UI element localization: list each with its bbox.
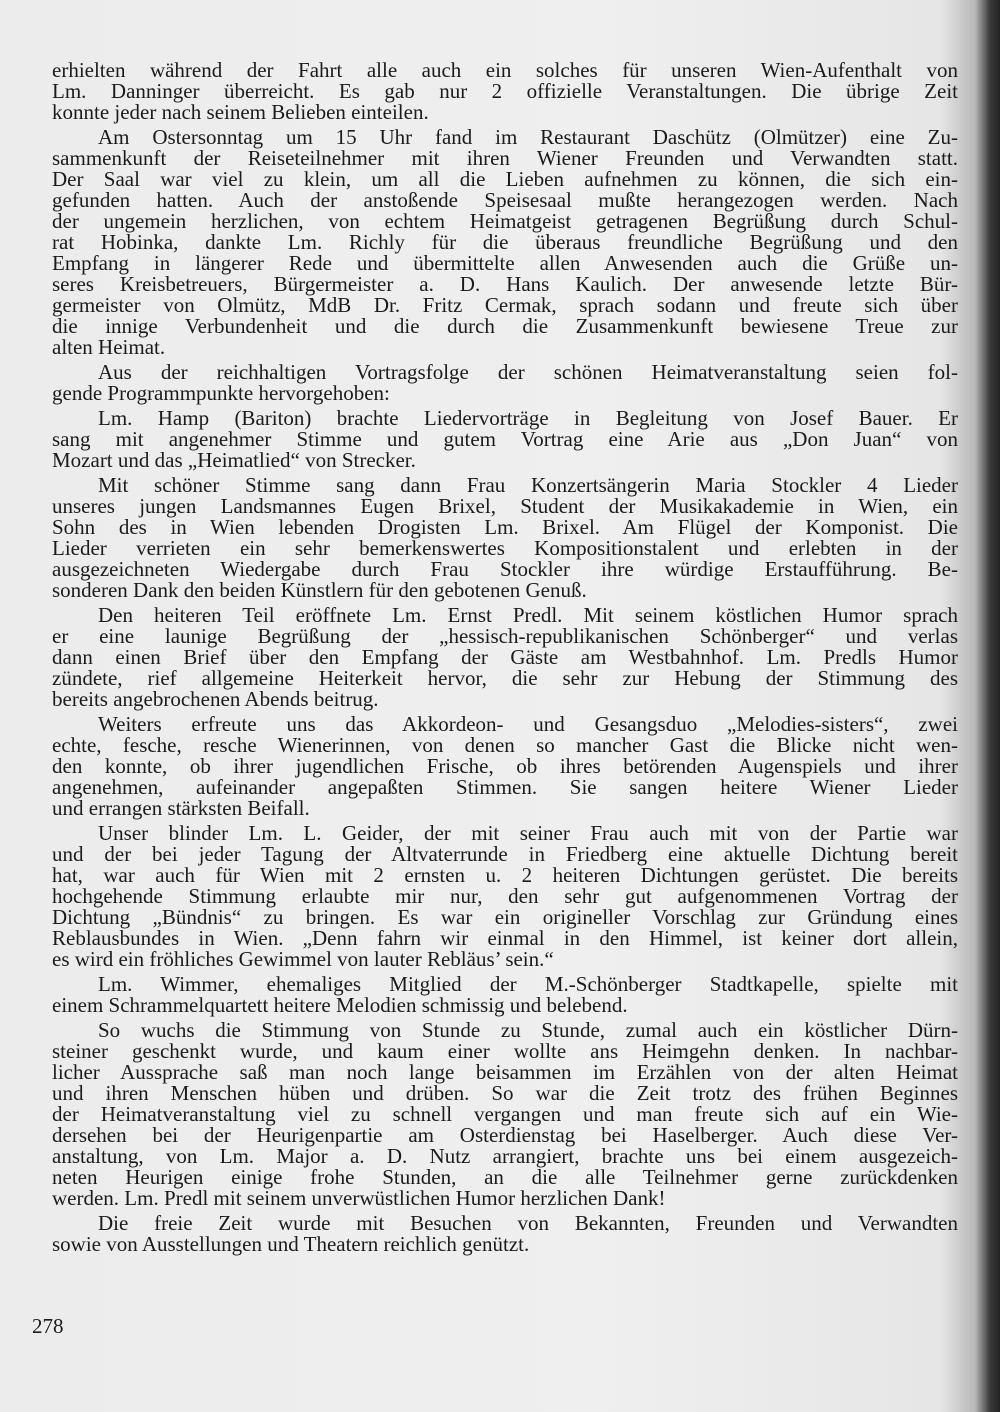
paragraph (52, 974, 958, 1016)
paragraph (52, 362, 958, 404)
text-line: Reblausbundes in Wien. „Denn fahrn wir einmal in den Himmel, ist keiner dort allein, (52, 926, 958, 950)
text-line: Am Ostersonntag um 15 Uhr fand im Restaurant Daschütz (Olmützer) eine Zu- (98, 125, 958, 149)
text-line: der ungemein herzlichen, von echtem Heimatgeist getragenen Begrüßung durch Schul- (52, 209, 958, 233)
text-line: Der Saal war viel zu klein, um all die Lieben aufnehmen zu können, die sich ein- (52, 167, 958, 191)
text-line: erhielten während der Fahrt alle auch ein solches für unseren Wien-Aufenthalt von (52, 58, 958, 82)
paragraph (52, 60, 958, 123)
text-line: sowie von Ausstellungen und Theatern reichlich genützt. (52, 1232, 530, 1256)
text-line: bereits angebrochenen Abends beitrug. (52, 687, 379, 711)
text-line: hochgehende Stimmung erlaubte mir nur, den sehr gut aufgenommenen Vortrag der (52, 884, 958, 908)
text-line: Lm. Danninger überreicht. Es gab nur 2 offizielle Veranstaltungen. Die übrige Zeit (52, 79, 958, 103)
text-line: es wird ein fröhliches Gewimmel von lauter Rebläus’ sein.“ (52, 947, 554, 971)
text-line: Lieder verrieten ein sehr bemerkenswertes Kompositionstalent und erlebten in der (52, 536, 958, 560)
text-line: einem Schrammelquartett heitere Melodien schmissig und belebend. (52, 993, 628, 1017)
text-line: dann einen Brief über den Empfang der Gäste am Westbahnhof. Lm. Predls Humor (52, 645, 958, 669)
text-line: die innige Verbundenheit und die durch die Zusammenkunft bewiesene Treue zur (52, 314, 958, 338)
text-line: unseres jungen Landsmannes Eugen Brixel, Student der Musikakademie in Wien, ein (52, 494, 958, 518)
paragraph (52, 605, 958, 710)
text-line: Weiters erfreute uns das Akkordeon- und Gesangsduo „Melodies-sisters“, zwei (98, 712, 958, 736)
paragraph (52, 475, 958, 601)
text-line: er eine launige Begrüßung der „hessisch-republikanischen Schönberger“ und verlas (52, 624, 958, 648)
text-line: germeister von Olmütz, MdB Dr. Fritz Cermak, sprach sodann und freute sich über (52, 293, 958, 317)
paragraph (52, 1213, 958, 1255)
text-line: Unser blinder Lm. L. Geider, der mit seiner Frau auch mit von der Partie war (98, 821, 958, 845)
text-line: ausgezeichneten Wiedergabe durch Frau Stockler ihre würdige Erstaufführung. Be- (52, 557, 958, 581)
text-line: sang mit angenehmer Stimme und gutem Vortrag eine Arie aus „Don Juan“ von (52, 427, 958, 451)
text-line: zündete, rief allgemeine Heiterkeit hervor, die sehr zur Hebung der Stimmung des (52, 666, 958, 690)
text-line: Dichtung „Bündnis“ zu bringen. Es war ein origineller Vorschlag zur Gründung eines (52, 905, 958, 929)
page-number: 278 (32, 1314, 64, 1338)
text-line: neten Heurigen einige frohe Stunden, an die alle Teilnehmer gerne zurückdenken (52, 1165, 958, 1189)
text-line: So wuchs die Stimmung von Stunde zu Stunde, zumal auch ein köstlicher Dürn- (98, 1018, 958, 1042)
text-line: und der bei jeder Tagung der Altvaterrunde in Friedberg eine aktuelle Dichtung bereit (52, 842, 958, 866)
text-line: den konnte, ob ihrer jugendlichen Frische, ob ihres betörenden Augenspiels und ihrer (52, 754, 958, 778)
text-line: konnte jeder nach seinem Belieben einteilen. (52, 100, 429, 124)
text-line: seres Kreisbetreuers, Bürgermeister a. D. Hans Kaulich. Der anwesende letzte Bür- (52, 272, 958, 296)
text-line: anstaltung, von Lm. Major a. D. Nutz arrangiert, brachte uns bei einem ausgezeich- (52, 1144, 958, 1168)
text-line: gefunden hatten. Auch der anstoßende Speisesaal mußte herangezogen werden. Nach (52, 188, 958, 212)
paragraph (52, 1020, 958, 1209)
text-line: alten Heimat. (52, 335, 166, 359)
text-line: Aus der reichhaltigen Vortragsfolge der schönen Heimatveranstaltung seien fol- (98, 360, 958, 384)
text-line: steiner geschenkt wurde, und kaum einer wollte ans Heimgehn denken. In nachbar- (52, 1039, 958, 1063)
text-line: Den heiteren Teil eröffnete Lm. Ernst Predl. Mit seinem köstlichen Humor sprach (98, 603, 958, 627)
text-line: der Heimatveranstaltung viel zu schnell vergangen und man freute sich auf ein Wie- (52, 1102, 958, 1126)
text-line: Mozart und das „Heimatlied“ von Strecker. (52, 448, 416, 472)
text-line: und ihren Menschen hüben und drüben. So war die Zeit trotz des frühen Beginnes (52, 1081, 958, 1105)
text-line: Die freie Zeit wurde mit Besuchen von Bekannten, Freunden und Verwandten (98, 1211, 958, 1235)
text-line: Lm. Hamp (Bariton) brachte Liedervorträge in Begleitung von Josef Bauer. Er (98, 406, 958, 430)
text-line: licher Aussprache saß man noch lange beisammen im Erzählen von der alten Heimat (52, 1060, 958, 1084)
text-line: rat Hobinka, dankte Lm. Richly für die überaus freundliche Begrüßung und den (52, 230, 958, 254)
text-line: hat, war auch für Wien mit 2 ernsten u. 2 heiteren Dichtungen gerüstet. Die bereits (52, 863, 958, 887)
text-line: sonderen Dank den beiden Künstlern für den gebotenen Genuß. (52, 578, 587, 602)
text-line: Empfang in längerer Rede und übermittelte allen Anwesenden auch die Grüße un- (52, 251, 958, 275)
text-line: angenehmen, aufeinander angepaßten Stimmen. Sie sangen heitere Wiener Lieder (52, 775, 958, 799)
text-line: Sohn des in Wien lebenden Drogisten Lm. Brixel. Am Flügel der Komponist. Die (52, 515, 958, 539)
paragraph (52, 408, 958, 471)
text-line: und errangen stärksten Beifall. (52, 796, 310, 820)
paragraph (52, 823, 958, 970)
text-line: dersehen bei der Heurigenpartie am Osterdienstag bei Haselberger. Auch diese Ver- (52, 1123, 958, 1147)
text-line: sammenkunft der Reiseteilnehmer mit ihren Wiener Freunden und Verwandten statt. (52, 146, 958, 170)
text-line: Lm. Wimmer, ehemaliges Mitglied der M.-Schönberger Stadtkapelle, spielte mit (98, 972, 958, 996)
article-body (52, 60, 958, 1259)
paragraph (52, 127, 958, 358)
text-line: echte, fesche, resche Wienerinnen, von denen so mancher Gast die Blicke nicht wen- (52, 733, 958, 757)
text-line: werden. Lm. Predl mit seinem unverwüstlichen Humor herzlichen Dank! (52, 1186, 666, 1210)
text-line: Mit schöner Stimme sang dann Frau Konzertsängerin Maria Stockler 4 Lieder (98, 473, 958, 497)
text-line: gende Programmpunkte hervorgehoben: (52, 381, 390, 405)
paragraph (52, 714, 958, 819)
